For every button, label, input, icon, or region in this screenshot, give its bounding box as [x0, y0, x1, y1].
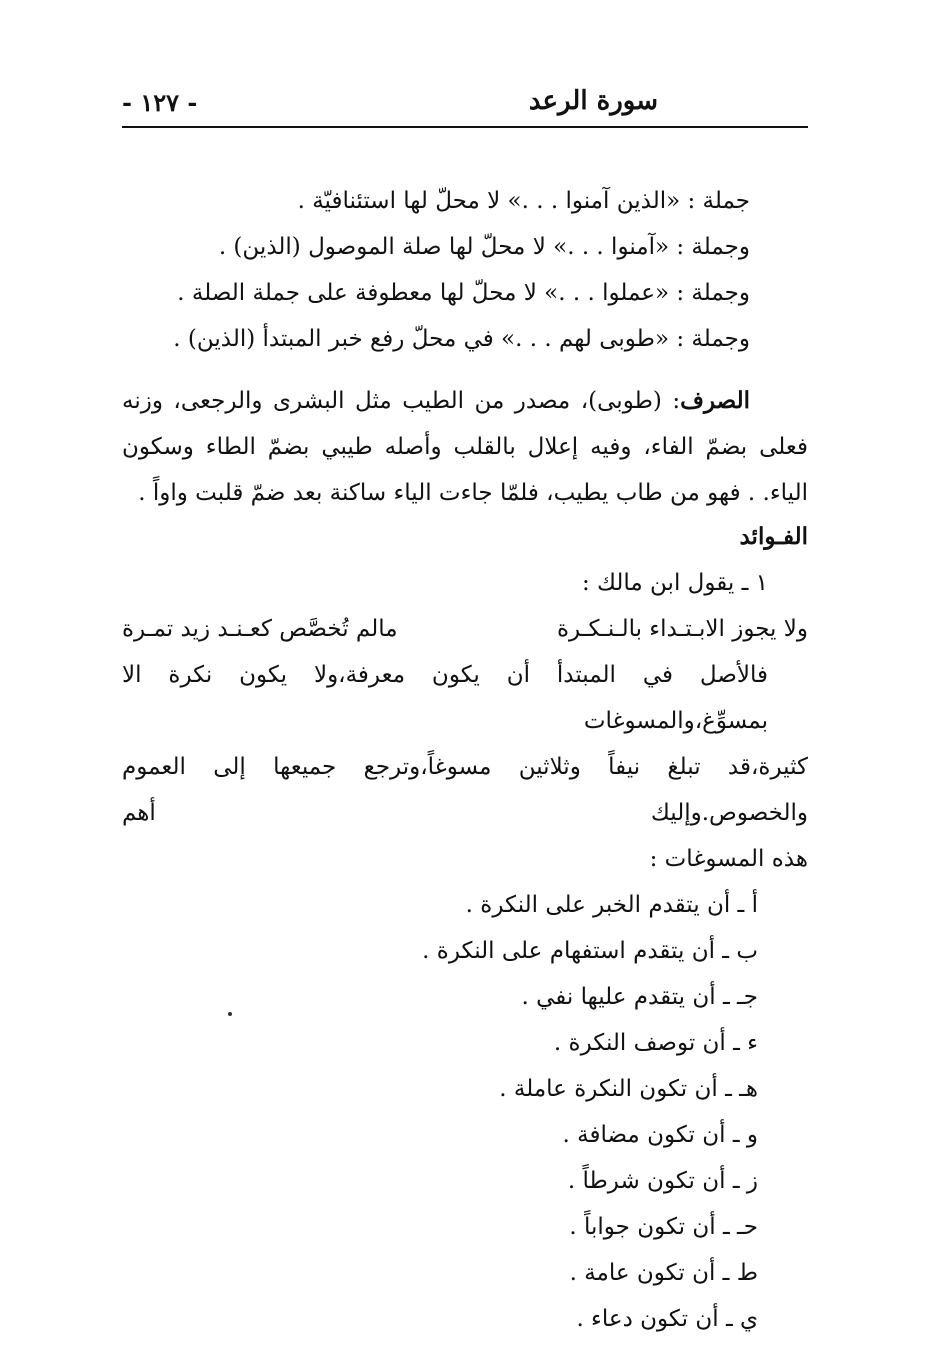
sarf-line-1: [122, 378, 808, 424]
fawaid-heading: الفـوائد: [739, 523, 808, 550]
list-item: هـ ـ أن تكون النكرة عاملة .: [499, 1076, 758, 1102]
sarf-label: الصرف: [680, 387, 750, 414]
verse-line: [122, 606, 808, 652]
jumla-line-2: وجملة : «آمنوا . . .» لا محلّ لها صلة الموصول (الذين) .: [218, 234, 750, 260]
jumal-section: [122, 178, 808, 362]
print-speck: [228, 1012, 232, 1016]
jumla-line-3: وجملة : «عملوا . . .» لا محلّ لها معطوفة على جملة الصلة .: [177, 280, 750, 306]
paragraph-line-3: هذه المسوغات :: [649, 846, 808, 872]
list-item: ب ـ أن يتقدم استفهام على النكرة .: [422, 938, 758, 964]
page-header: [122, 86, 808, 128]
list-item: ي ـ أن تكون دعاء .: [576, 1306, 758, 1332]
list-item: جـ ـ أن يتقدم عليها نفي .: [521, 984, 758, 1010]
verse-second-hemistich: مالم تُخصَّص كعـنـد زيد تمـرة: [122, 616, 398, 642]
list-item: ط ـ أن تكون عامة .: [569, 1260, 758, 1286]
sarf-line-3: الياء. . فهو من طاب يطيب، فلمّا جاءت الياء ساكنة بعد ضمّ قلبت واواً .: [138, 480, 808, 506]
jumla-line-4: وجملة : «طوبى لهم . . .» في محلّ رفع خبر المبتدأ (الذين) .: [173, 326, 750, 352]
jumla-line-1: جملة : «الذين آمنوا . . .» لا محلّ لها استئنافيّة .: [297, 188, 750, 214]
paragraph-line-2: كثيرة،قد تبلغ نيفاً وثلاثين مسوغاً،وترجع جميعها إلى العموم والخصوص.وإليك أهم: [122, 754, 808, 826]
surah-title: سورة الرعد: [528, 86, 658, 116]
fawaid-section: [122, 514, 808, 1342]
sarf-line-2: فعلى بضمّ الفاء، وفيه إعلال بالقلب وأصله طيبي بضمّ الطاء وسكون: [122, 434, 808, 460]
sarf-text-1: : (طوبى)، مصدر من الطيب مثل البشرى والرجعى، وزنه: [122, 388, 681, 414]
list-item: ء ـ أن توصف النكرة .: [553, 1030, 758, 1056]
sarf-section: [122, 378, 808, 516]
musawwighat-list: [122, 882, 808, 1342]
page-number: - ١٢٧ -: [122, 88, 198, 117]
paragraph-line-1: فالأصل في المبتدأ أن يكون معرفة،ولا يكون نكرة الا بمسوِّغ،والمسوغات: [122, 662, 768, 734]
fawaid-intro: ١ ـ يقول ابن مالك :: [581, 570, 768, 596]
verse-first-hemistich: ولا يجوز الابـتـداء بالـنـكـرة: [556, 616, 808, 642]
list-item: ز ـ أن تكون شرطاً .: [567, 1168, 758, 1194]
list-item: حـ ـ أن تكون جواباً .: [569, 1214, 758, 1240]
list-item: و ـ أن تكون مضافة .: [562, 1122, 758, 1148]
list-item: أ ـ أن يتقدم الخبر على النكرة .: [465, 892, 758, 918]
